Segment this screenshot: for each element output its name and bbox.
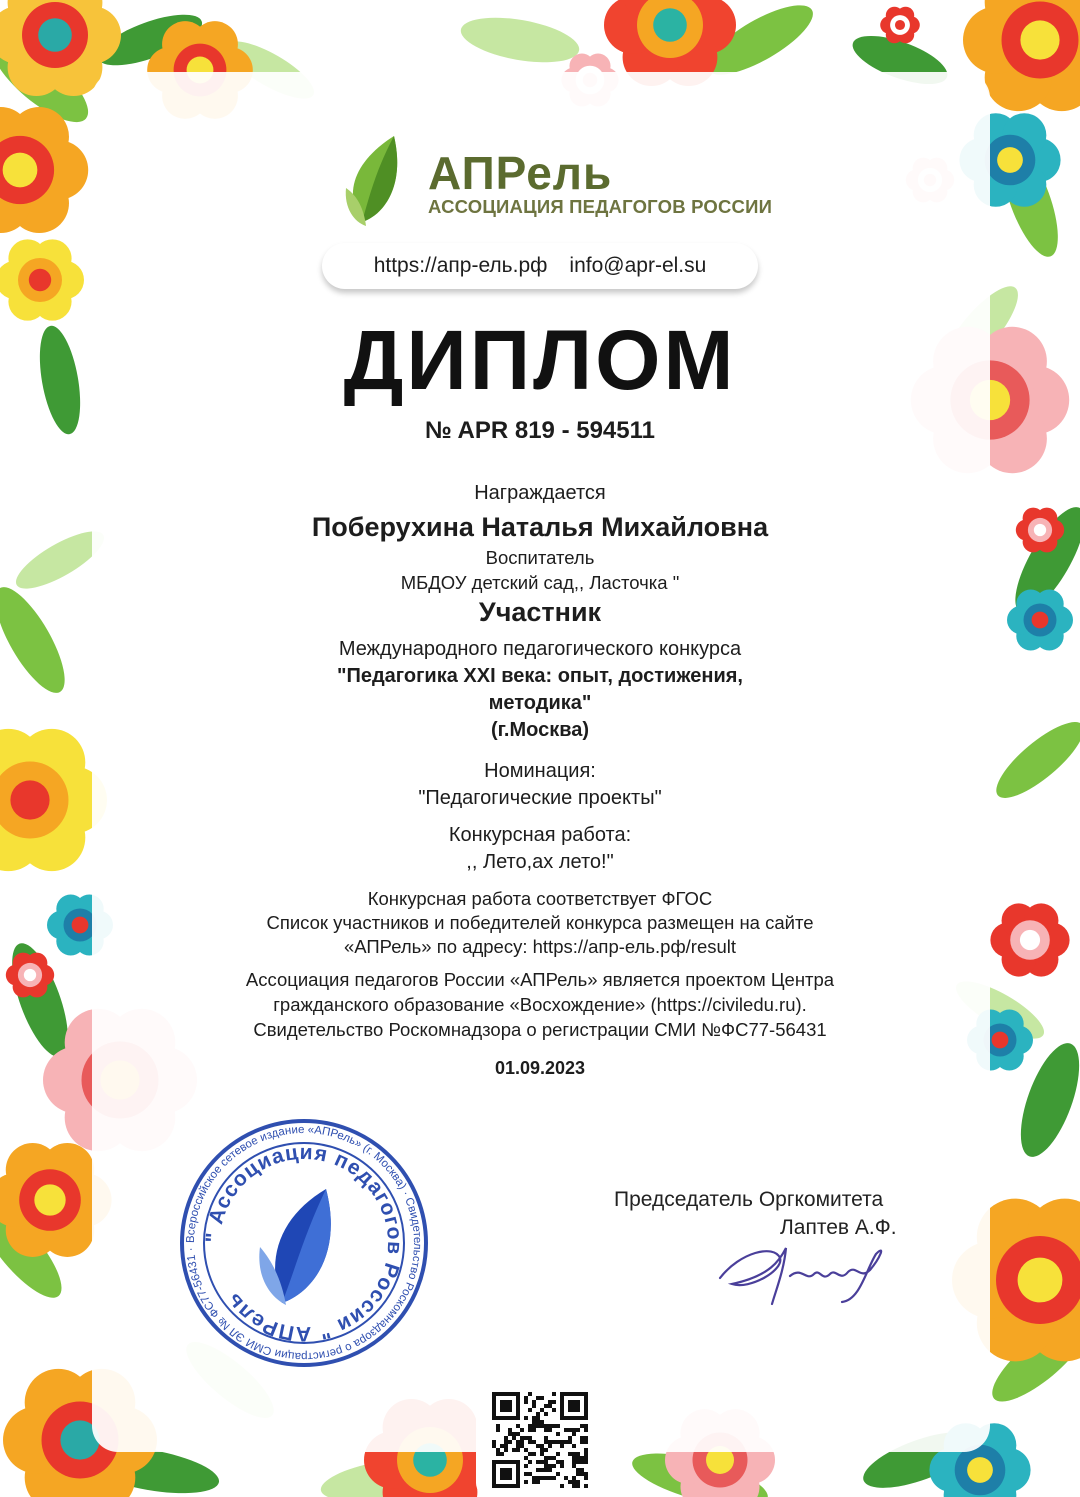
leaf-icon (336, 130, 416, 230)
awarded-label: Награждается (474, 482, 606, 504)
apr-logo (336, 130, 773, 230)
organization-stamp (178, 1117, 430, 1369)
flower-6 (0, 107, 88, 233)
recipient-position: Воспитатель (485, 547, 595, 568)
diploma-title: ДИПЛОМ (343, 313, 737, 407)
diploma-date: 01.09.2023 (494, 1058, 586, 1078)
contest-city: (г.Москва) (490, 719, 590, 741)
website-link[interactable]: https://апр-ель.рф (373, 254, 548, 277)
contest-name-line2: методика" (488, 692, 592, 714)
logo-subtitle: АССОЦИАЦИЯ ПЕДАГОГОВ РОССИИ (428, 196, 773, 217)
work-title: ,, Лето,ах лето!" (466, 851, 614, 873)
qr-code[interactable] (492, 1392, 588, 1488)
flower-7 (0, 239, 84, 320)
participant-status: Участник (478, 597, 602, 627)
note-list: Список участников и победителей конкурса размещен на сайте (266, 912, 814, 933)
leaf-3 (457, 10, 582, 70)
nomination-label: Номинация: (484, 760, 596, 782)
recipient-organization: МБДОУ детский сад,, Ласточка " (400, 572, 680, 593)
stamp-inner-text: " Ассоциация педагогов России " АПРель (201, 1140, 407, 1346)
nomination-value: "Педагогические проекты" (418, 787, 662, 809)
diploma-number: № APR 819 - 594511 (424, 417, 655, 444)
note-address: «АПРель» по адресу: https://апр-ель.рф/result (343, 936, 737, 957)
handwritten-signature (710, 1230, 900, 1310)
contest-type: Международного педагогического конкурса (338, 638, 742, 660)
chairman-title: Председатель Оргкомитета (614, 1188, 884, 1211)
note-fgos: Конкурсная работа соответствует ФГОС (367, 888, 713, 909)
stamp-outer-text: Всероссийское сетевое издание «АПРель» (г. Москва) · Свидетельство Роскомнадзора о регистрации СМИ ЭЛ № ФС77-56431 · (184, 1123, 424, 1363)
logo-name: АПРель (428, 147, 613, 199)
contest-name-line1: "Педагогика XXI века: опыт, достижения, (337, 665, 743, 687)
recipient-name: Поберухина Наталья Михайловна (311, 512, 769, 542)
contacts-bar (322, 243, 758, 289)
chairman-name: Лаптев А.Ф. (780, 1216, 897, 1239)
email-link[interactable]: info@apr-el.su (569, 254, 707, 277)
work-label: Конкурсная работа: (448, 824, 632, 846)
info-line2: гражданского образование «Восхождение» (https://civiledu.ru). (273, 994, 807, 1015)
info-line1: Ассоциация педагогов России «АПРель» является проектом Центра (245, 969, 835, 990)
info-line3: Свидетельство Роскомнадзора о регистрации СМИ №ФС77-56431 (253, 1019, 827, 1040)
